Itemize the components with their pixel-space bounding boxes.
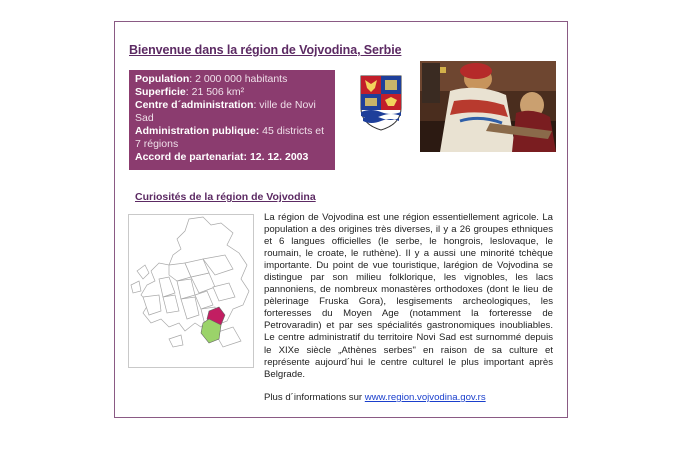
population-value: 2 000 000 habitants — [195, 73, 288, 85]
admin-label: Administration publique: — [135, 125, 260, 137]
page-title: Bienvenue dans la région de Vojvodina, Serbie — [129, 43, 402, 57]
info-population: Population: 2 000 000 habitants — [135, 73, 288, 85]
info-admin — [135, 125, 329, 151]
centre-value: ville de Novi Sad — [135, 99, 316, 124]
surface-label: Superficie — [135, 86, 186, 98]
photo-image — [420, 61, 556, 152]
admin-value: 45 districts et 7 régions — [135, 125, 325, 150]
info-accord — [135, 151, 329, 164]
centre-label: Centre d´administration — [135, 99, 254, 111]
more-info-text: Plus d´informations sur — [264, 392, 363, 403]
info-surface: Superficie: 21 506 km² — [135, 86, 245, 98]
coat-of-arms-icon — [357, 74, 405, 132]
accord-value: 12. 12. 2003 — [249, 151, 309, 163]
section-title: Curiosités de la région de Vojvodina — [135, 191, 316, 203]
region-website-link[interactable]: www.region.vojvodina.gov.rs — [364, 392, 486, 403]
region-description: La région de Vojvodina est une région essentiellement agricole. La population a des origines très diverses, il y a 26 groupes ethniques et 6 langues officielles (le serbe, le hongrois, leslovaque, le roumain, le croate, le ruthène). Il y a aussi une minorité tchèque importante. Du point de vue touristique, larégion de Vojvodina se distingue par son milieu folklorique, les vignobles, les lacs pannoniens, de nombreux monastères orthodoxes (dont le lieu de pèlerinage Fruska Gora), lesgisements archeologiques, les forteresses du Moyen Age (notamment la forteresse de Petrovaradin) et par ses spécialités gastronomiques inoubliables. Le centre administratif du territoire Novi Sad est surnommé depuis le XIXe siècle „Athènes serbes" en raison de sa culture et représente aujourd´hui le centre culturel le plus important après Belgrade. — [264, 212, 553, 380]
more-info-line — [264, 392, 486, 403]
europe-map-image — [129, 215, 253, 367]
accord-label: Accord de partenariat: — [135, 151, 248, 163]
info-centre: Centre d´administration: ville de Novi Sad — [135, 99, 316, 124]
surface-value: 21 506 km² — [191, 86, 245, 98]
folk-costume-photo — [420, 61, 556, 152]
population-label: Population — [135, 73, 190, 85]
info-box — [129, 70, 335, 170]
europe-map-icon — [128, 214, 254, 368]
